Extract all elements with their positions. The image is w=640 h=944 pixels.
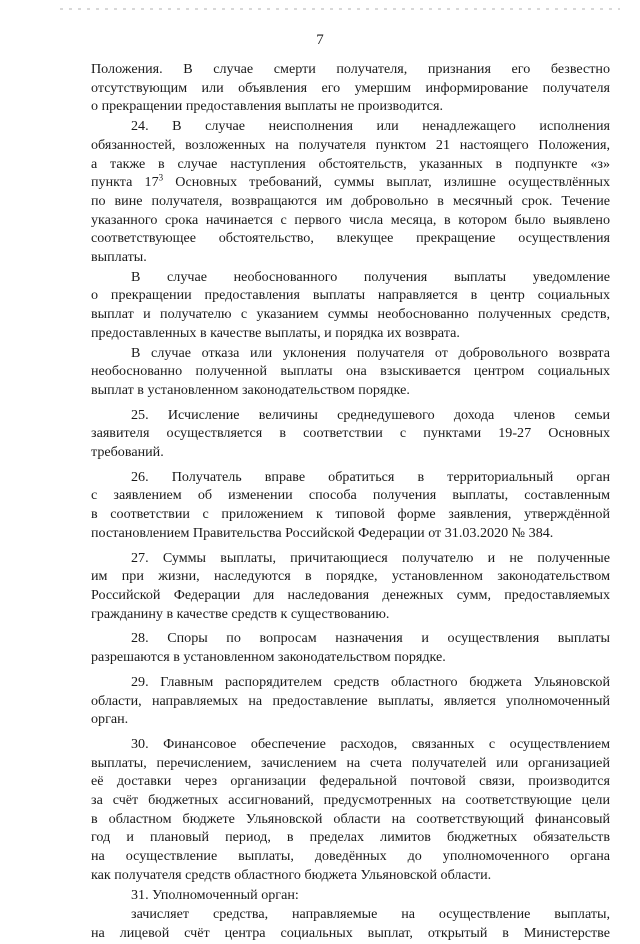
- text-line: выплат и получателю с указанием суммы необоснованно полученных средств,: [91, 306, 610, 323]
- text-line: разрешаются в установленном законодательством порядке.: [91, 649, 446, 666]
- text-line: выплаты.: [91, 249, 147, 266]
- text-line: предоставленных в качестве выплаты, и порядка их возврата.: [91, 324, 460, 341]
- text-line: с заявлением об изменении способа получения выплаты, составленным: [91, 487, 610, 504]
- text-line: зачисляет средства, направляемые на осуществление выплаты,: [131, 906, 610, 923]
- text-line: 26. Получатель вправе обратиться в территориальный орган: [131, 468, 610, 485]
- text-line: указанного срока начинается с первого числа месяца, в котором было выявлено: [91, 211, 610, 228]
- text-line: постановлением Правительства Российской Федерации от 31.03.2020 № 384.: [91, 524, 554, 541]
- text-line: Положения. В случае смерти получателя, признания его безвестно: [91, 61, 610, 77]
- text-line: в соответствии с приложением к типовой форме заявления, утверждённой: [91, 506, 610, 523]
- document-body: [91, 60, 610, 944]
- text-line: на лицевой счёт центра социальных выплат, открытый в Министерстве: [91, 924, 610, 941]
- text-line: обязанностей, возложенных на получателя пунктом 21 настоящего Положения,: [91, 136, 610, 153]
- paragraph: [91, 344, 610, 400]
- text-line: выплаты, перечислением, зачислением на счета получателей или организацией: [91, 754, 610, 771]
- text-line: 29. Главным распорядителем средств областного бюджета Ульяновской: [131, 673, 610, 690]
- text-line: по вине получателя, возвращаются им добровольно в месячный срок. Течение: [91, 192, 610, 209]
- page-number: 7: [316, 32, 324, 48]
- text-line: на осуществление выплаты, доведённых до уполномоченного органа: [91, 848, 610, 865]
- text-fragment: Основных требований, суммы выплат, излишне осуществлённых: [163, 174, 610, 191]
- text-line: В случае отказа или уклонения получателя от добровольного возврата: [131, 344, 610, 361]
- text-line: требований.: [91, 444, 164, 461]
- text-line: необоснованно полученной выплаты она взыскивается центром социальных: [91, 363, 610, 380]
- text-line: в областном бюджете Ульяновской области на соответствующий финансовый: [91, 810, 610, 827]
- text-fragment: пункта 17: [91, 174, 159, 191]
- text-line: гражданину в качестве средств к существованию.: [91, 605, 390, 622]
- paragraph-31: [91, 886, 610, 905]
- text-line: орган.: [91, 711, 129, 728]
- text-line: [91, 173, 610, 192]
- paragraph-24: [91, 117, 610, 267]
- paragraph-28: [91, 629, 610, 666]
- text-line: Российской Федерации для наследования денежных сумм, предоставляемых: [91, 586, 610, 603]
- text-line: 30. Финансовое обеспечение расходов, связанных с осуществлением: [131, 735, 610, 752]
- text-line: а также в случае наступления обстоятельств, указанных в подпункте «з»: [91, 155, 610, 172]
- paragraph-29: [91, 673, 610, 729]
- text-line: 27. Суммы выплаты, причитающиеся получателю и не полученные: [131, 549, 610, 566]
- text-line: её доставки через организации федеральной почтовой связи, производится: [91, 773, 610, 790]
- text-line: о прекращении предоставления выплаты не производится.: [91, 98, 444, 115]
- text-line: заявителя осуществляется в соответствии с пунктами 19-27 Основных: [91, 425, 610, 442]
- paragraph: [91, 905, 610, 942]
- paragraph-27: [91, 549, 610, 624]
- paragraph-26: [91, 468, 610, 543]
- footnote-superscript: 3: [158, 172, 164, 183]
- text-line: выплат в установленном законодательством порядке.: [91, 381, 410, 398]
- text-line: 24. В случае неисполнения или ненадлежащего исполнения: [131, 118, 610, 135]
- text-line: о прекращении предоставления выплаты направляется в центр социальных: [91, 287, 610, 304]
- text-line: за счёт бюджетных ассигнований, предусмотренных на соответствующие цели: [91, 792, 610, 809]
- text-line: области, направляемых на предоставление выплаты, является уполномоченный: [91, 692, 610, 709]
- text-line: 31. Уполномоченный орган:: [131, 886, 299, 903]
- text-line: им при жизни, наследуются в порядке, установленном законодательством: [91, 568, 610, 585]
- text-line: В случае необоснованного получения выплаты уведомление: [131, 268, 610, 285]
- text-line: соответствующее обстоятельство, влекущее прекращение осуществления: [91, 230, 610, 247]
- paragraph-30: [91, 735, 610, 885]
- paragraph: [91, 60, 610, 116]
- paragraph-25: [91, 406, 610, 462]
- scan-artifact: [60, 8, 620, 10]
- text-line: как получателя средств областного бюджета Ульяновской области.: [91, 866, 492, 883]
- text-line: год и плановый период, в пределах лимитов бюджетных обязательств: [91, 829, 610, 846]
- paragraph: [91, 268, 610, 343]
- text-line: 28. Споры по вопросам назначения и осуществления выплаты: [131, 630, 610, 647]
- text-line: 25. Исчисление величины среднедушевого дохода членов семьи: [131, 406, 610, 423]
- text-line: отсутствующим или объявления его умершим информирование получателя: [91, 79, 610, 96]
